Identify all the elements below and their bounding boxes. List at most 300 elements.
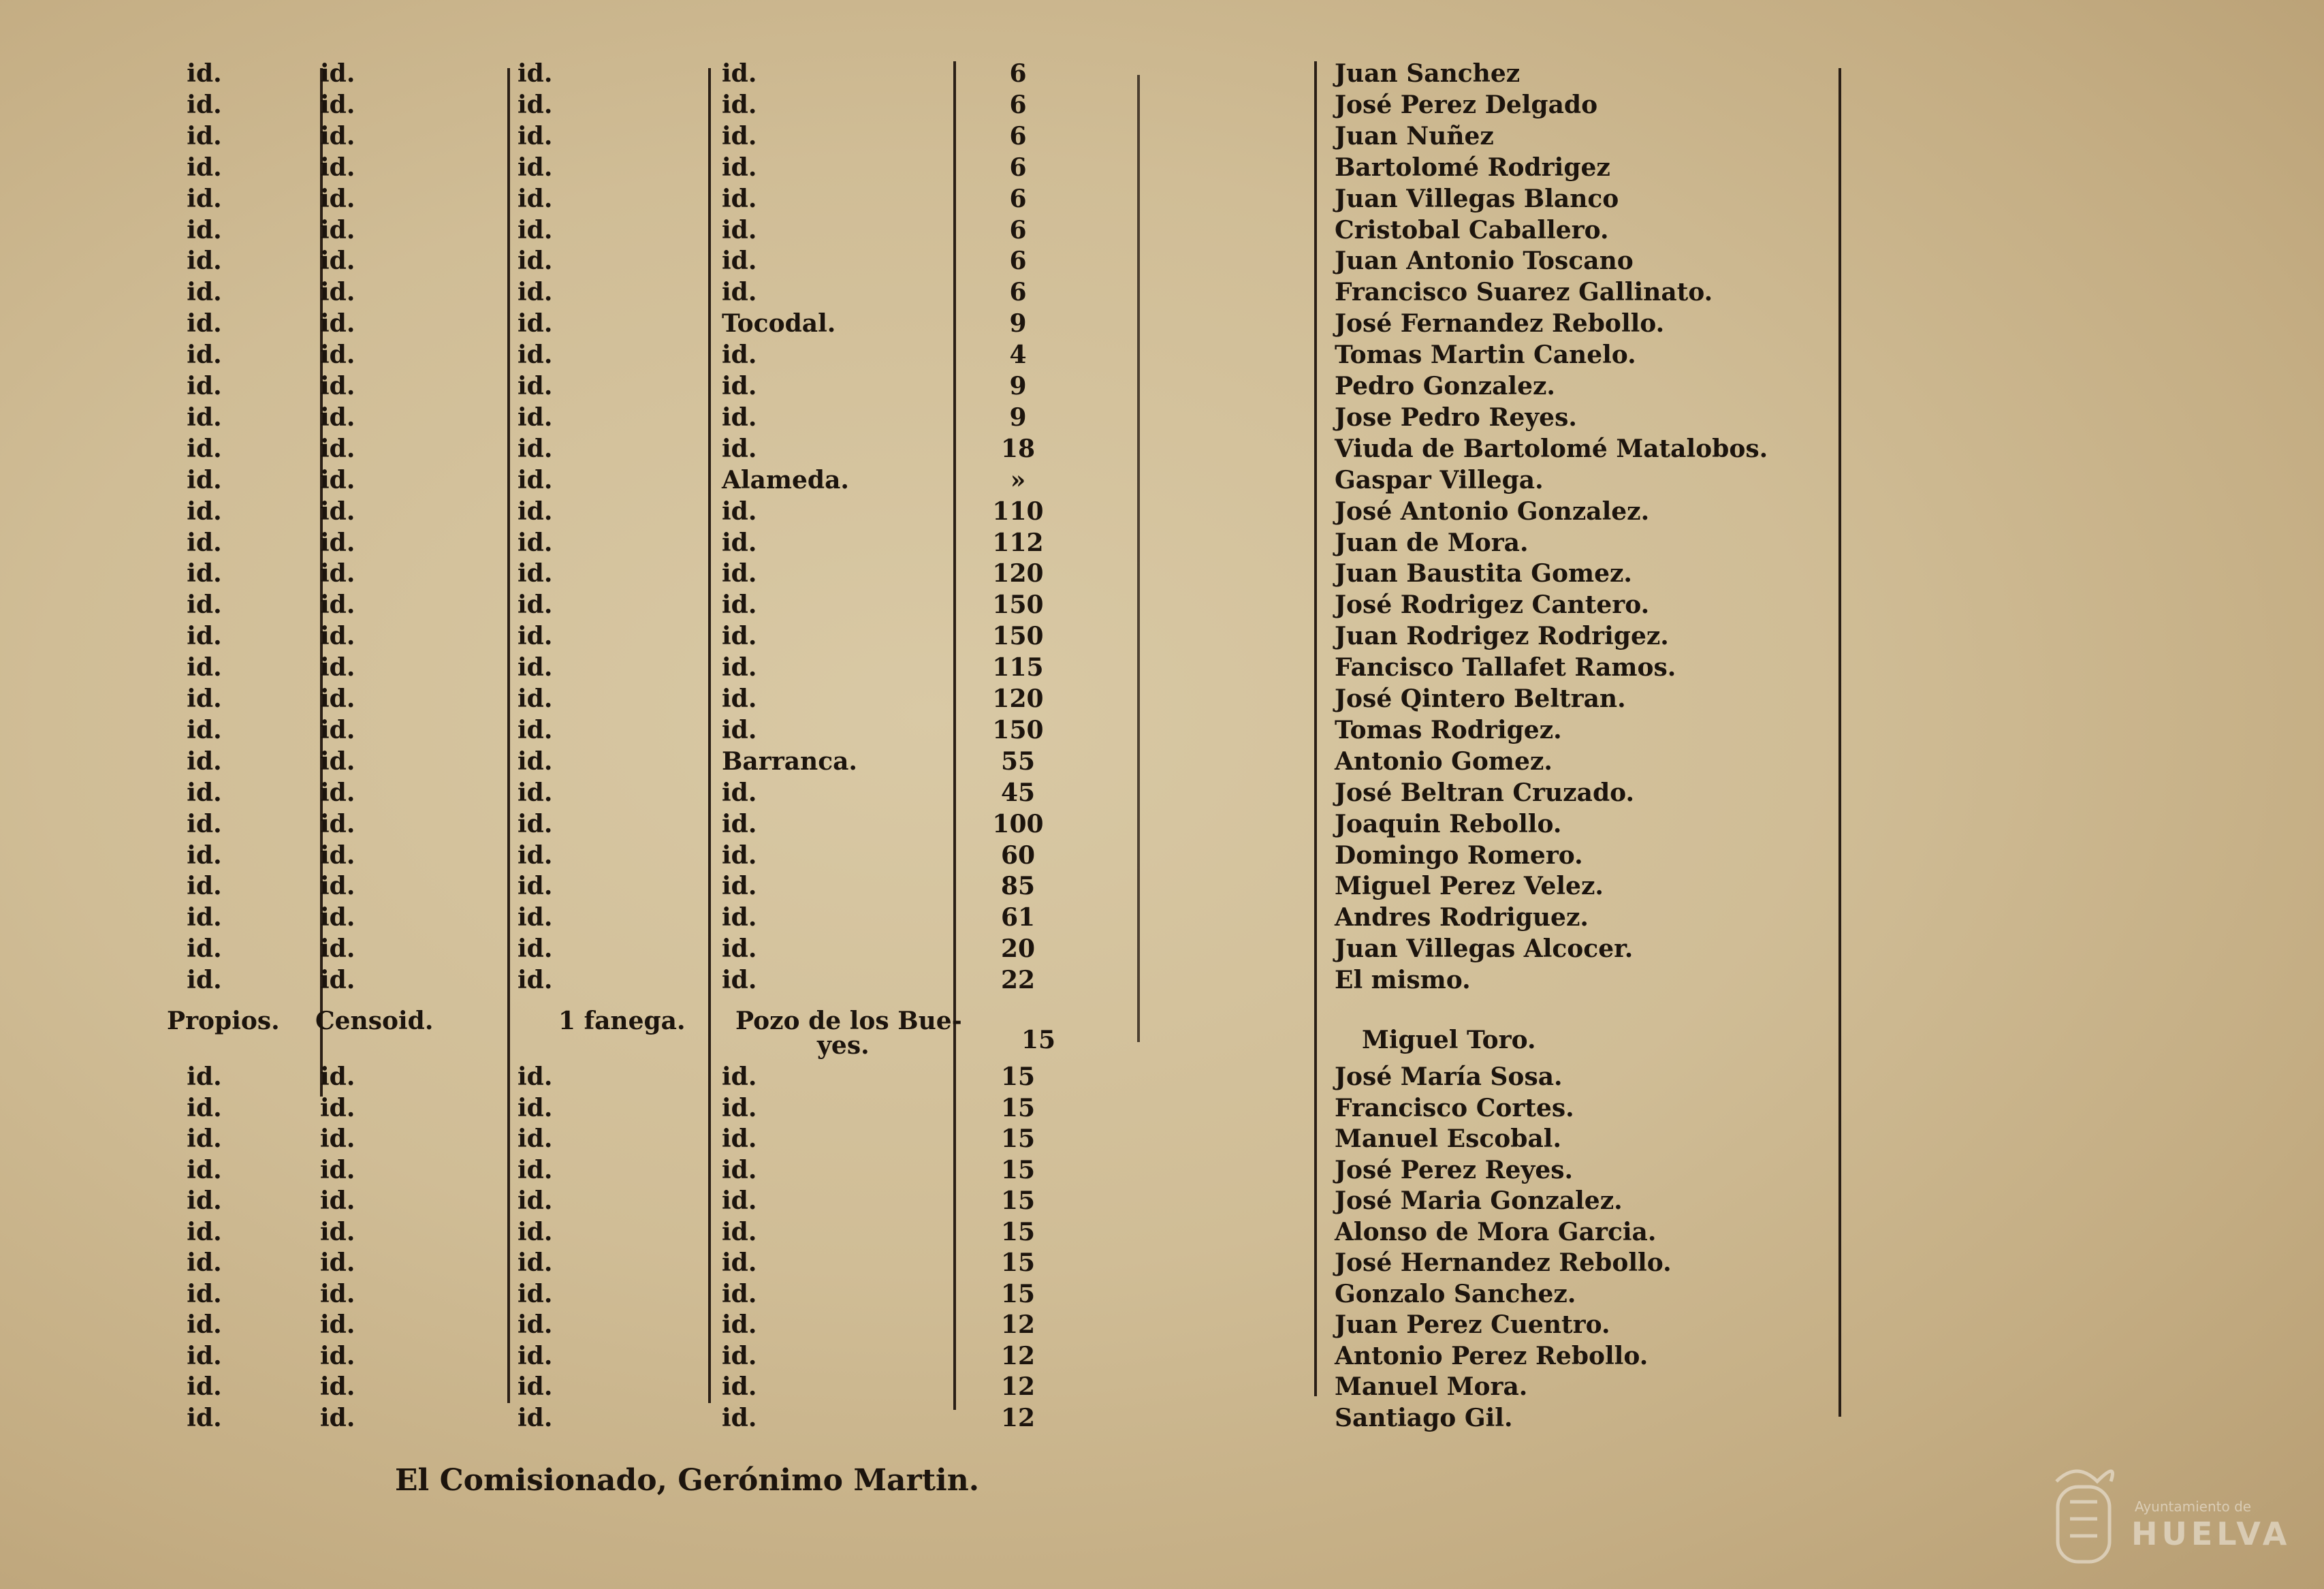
amount-cell: 12	[1000, 1310, 1036, 1339]
fund-cell: id.	[187, 341, 222, 370]
table-row	[0, 652, 2324, 683]
name-cell: Antonio Gomez.	[1335, 746, 1553, 776]
location-cell: id.	[722, 1186, 757, 1215]
measure-cell: id.	[518, 1063, 553, 1091]
type-cell: id.	[320, 1124, 355, 1153]
amount-cell: 55	[1000, 746, 1036, 776]
table-row	[0, 183, 2324, 215]
type-cell: id.	[320, 653, 355, 682]
amount-cell: 15	[1000, 1093, 1036, 1122]
table-row	[0, 245, 2324, 277]
table-row	[0, 1402, 2324, 1434]
location-cell: id.	[722, 497, 757, 526]
table-row	[0, 371, 2324, 402]
measure-cell: id.	[518, 715, 553, 744]
table-row	[0, 1092, 2324, 1124]
location-cell: id.	[722, 559, 757, 588]
amount-cell: 4	[1009, 341, 1027, 370]
name-cell: Joaquin Rebollo.	[1335, 809, 1562, 838]
name-cell: Gaspar Villega.	[1335, 465, 1544, 494]
fund-cell: id.	[187, 215, 222, 245]
amount-cell: 45	[1000, 778, 1036, 807]
fund-cell: id.	[187, 372, 222, 400]
measure-cell: id.	[518, 1403, 553, 1432]
fund-cell: id.	[187, 1155, 222, 1184]
amount-cell: 60	[1000, 840, 1036, 870]
location-cell: id.	[722, 840, 757, 870]
fund-cell: id.	[187, 1063, 222, 1091]
measure-cell: id.	[518, 622, 553, 651]
fund-cell: id.	[187, 1093, 222, 1122]
location-cell: id.	[722, 215, 757, 245]
measure-cell: id.	[518, 1124, 553, 1153]
amount-cell: 18	[1000, 434, 1036, 463]
name-cell: Francisco Suarez Gallinato.	[1335, 278, 1713, 307]
location-cell: id.	[722, 121, 757, 151]
amount-cell: 12	[1000, 1372, 1036, 1401]
name-cell: Gonzalo Sanchez.	[1335, 1279, 1576, 1308]
fund-cell: id.	[187, 903, 222, 932]
name-cell: Miguel Toro.	[1362, 1026, 1536, 1054]
location-cell-continuation: yes.	[817, 1031, 870, 1060]
fund-cell: id.	[187, 309, 222, 339]
measure-cell: id.	[518, 434, 553, 463]
type-cell: id.	[320, 903, 355, 932]
measure-cell: id.	[518, 465, 553, 494]
table-row	[0, 870, 2324, 902]
name-cell: Domingo Romero.	[1335, 840, 1583, 870]
measure-cell: id.	[518, 1310, 553, 1339]
name-cell: El mismo.	[1335, 966, 1471, 995]
name-cell: Manuel Escobal.	[1335, 1124, 1561, 1153]
amount-cell: »	[1010, 465, 1026, 494]
table-row	[0, 1216, 2324, 1248]
fund-cell: id.	[187, 591, 222, 620]
fund-cell: Propios.	[167, 1007, 280, 1035]
measure-cell: id.	[518, 247, 553, 276]
name-cell: Pedro Gonzalez.	[1335, 372, 1555, 400]
amount-cell: 112	[992, 528, 1044, 557]
type-cell: id.	[320, 1155, 355, 1184]
measure-cell: id.	[518, 1093, 553, 1122]
name-cell: José Perez Delgado	[1335, 90, 1598, 119]
type-cell: id.	[320, 1093, 355, 1122]
type-cell: id.	[320, 715, 355, 744]
table-row	[0, 964, 2324, 996]
amount-cell: 20	[1000, 934, 1036, 964]
measure-cell: id.	[518, 403, 553, 432]
amount-cell: 12	[1000, 1341, 1036, 1370]
type-cell: id.	[320, 1279, 355, 1308]
name-cell: Cristobal Caballero.	[1335, 215, 1609, 245]
amount-cell: 120	[992, 559, 1044, 588]
table-row	[0, 714, 2324, 746]
type-cell: id.	[320, 685, 355, 713]
type-cell: id.	[320, 528, 355, 557]
location-cell: id.	[722, 372, 757, 400]
amount-cell: 115	[992, 653, 1044, 682]
location-cell: Tocodal.	[722, 309, 836, 339]
location-cell: id.	[722, 403, 757, 432]
table-row	[0, 1061, 2324, 1092]
measure-cell: id.	[518, 90, 553, 119]
table-row	[0, 496, 2324, 527]
fund-cell: id.	[187, 1124, 222, 1153]
measure-cell: id.	[518, 528, 553, 557]
name-cell: Tomas Martin Canelo.	[1335, 341, 1636, 370]
amount-cell: 9	[1009, 403, 1027, 432]
location-cell: id.	[722, 528, 757, 557]
name-cell: Juan Villegas Blanco	[1335, 184, 1619, 213]
type-cell: id.	[320, 1063, 355, 1091]
fund-cell: id.	[187, 809, 222, 838]
amount-cell: 6	[1009, 59, 1027, 88]
fund-cell: id.	[187, 1310, 222, 1339]
type-cell: id.	[320, 1372, 355, 1401]
name-cell: José Qintero Beltran.	[1335, 685, 1626, 713]
table-row	[0, 777, 2324, 808]
measure-cell: id.	[518, 966, 553, 995]
type-cell: id.	[320, 90, 355, 119]
amount-cell: 150	[992, 622, 1044, 651]
type-cell: id.	[320, 309, 355, 339]
location-cell: id.	[722, 1279, 757, 1308]
type-cell: id.	[320, 1248, 355, 1277]
fund-cell: id.	[187, 278, 222, 307]
amount-cell: 6	[1009, 278, 1027, 307]
type-cell: id.	[320, 778, 355, 807]
location-cell: id.	[722, 966, 757, 995]
amount-cell: 6	[1009, 90, 1027, 119]
fund-cell: id.	[187, 622, 222, 651]
amount-cell: 100	[992, 809, 1044, 838]
table-row	[0, 902, 2324, 933]
table-row	[0, 1154, 2324, 1186]
name-cell: Fancisco Tallafet Ramos.	[1335, 653, 1676, 682]
location-cell: id.	[722, 934, 757, 964]
fund-cell: id.	[187, 778, 222, 807]
location-cell: id.	[722, 1063, 757, 1091]
commissioner-signature-line: El Comisionado, Gerónimo Martin.	[395, 1463, 980, 1498]
table-row	[0, 433, 2324, 465]
measure-cell: id.	[518, 653, 553, 682]
location-cell: id.	[722, 1217, 757, 1246]
name-cell: José Hernandez Rebollo.	[1335, 1248, 1672, 1277]
type-cell: id.	[320, 1403, 355, 1432]
fund-cell: id.	[187, 559, 222, 588]
watermark-line2: HUELVA	[2131, 1515, 2291, 1552]
table-row	[0, 121, 2324, 152]
amount-cell: 15	[1000, 1124, 1036, 1153]
measure-cell: id.	[518, 1248, 553, 1277]
location-cell: id.	[722, 1310, 757, 1339]
measure-cell: id.	[518, 184, 553, 213]
table-row	[0, 746, 2324, 777]
fund-cell: id.	[187, 1217, 222, 1246]
amount-cell: 15	[1000, 1248, 1036, 1277]
amount-cell: 6	[1009, 121, 1027, 151]
name-cell: Manuel Mora.	[1335, 1372, 1528, 1401]
table-row	[0, 215, 2324, 246]
name-cell: Tomas Rodrigez.	[1335, 715, 1562, 744]
name-cell: José Beltran Cruzado.	[1335, 778, 1635, 807]
location-cell: id.	[722, 903, 757, 932]
location-cell: id.	[722, 153, 757, 182]
table-row	[0, 1278, 2324, 1310]
type-cell: id.	[320, 247, 355, 276]
measure-cell: id.	[518, 778, 553, 807]
location-cell: id.	[722, 685, 757, 713]
table-row	[0, 840, 2324, 871]
amount-cell: 9	[1009, 372, 1027, 400]
name-cell: Jose Pedro Reyes.	[1335, 403, 1577, 432]
fund-cell: id.	[187, 746, 222, 776]
fund-cell: id.	[187, 685, 222, 713]
location-cell: id.	[722, 872, 757, 901]
type-cell: id.	[320, 278, 355, 307]
table-row	[0, 620, 2324, 652]
name-cell: Juan Antonio Toscano	[1335, 247, 1634, 276]
name-cell: Juan Villegas Alcocer.	[1335, 934, 1634, 964]
measure-cell: id.	[518, 872, 553, 901]
location-cell: id.	[722, 184, 757, 213]
table-row	[0, 1371, 2324, 1402]
location-cell: id.	[722, 278, 757, 307]
location-cell: id.	[722, 715, 757, 744]
type-cell: id.	[320, 746, 355, 776]
fund-cell: id.	[187, 153, 222, 182]
fund-cell: id.	[187, 653, 222, 682]
fund-cell: id.	[187, 1372, 222, 1401]
measure-cell: id.	[518, 591, 553, 620]
fund-cell: id.	[187, 497, 222, 526]
table-row	[0, 277, 2324, 308]
measure-cell: id.	[518, 685, 553, 713]
measure-cell: id.	[518, 1186, 553, 1215]
measure-cell: id.	[518, 1155, 553, 1184]
name-cell: José Maria Gonzalez.	[1335, 1186, 1623, 1215]
name-cell: José Fernandez Rebollo.	[1335, 309, 1665, 339]
name-cell: Andres Rodriguez.	[1335, 903, 1589, 932]
amount-cell: 15	[1000, 1279, 1036, 1308]
measure-cell: 1 fanega.	[558, 1007, 686, 1035]
location-cell: id.	[722, 1372, 757, 1401]
fund-cell: id.	[187, 1248, 222, 1277]
measure-cell: id.	[518, 559, 553, 588]
type-cell: id.	[320, 121, 355, 151]
fund-cell: id.	[187, 872, 222, 901]
measure-cell: id.	[518, 372, 553, 400]
name-cell: Viuda de Bartolomé Matalobos.	[1335, 434, 1768, 463]
type-cell: id.	[320, 840, 355, 870]
measure-cell: id.	[518, 341, 553, 370]
fund-cell: id.	[187, 434, 222, 463]
fund-cell: id.	[187, 1403, 222, 1432]
amount-cell: 150	[992, 591, 1044, 620]
amount-cell: 6	[1009, 247, 1027, 276]
fund-cell: id.	[187, 90, 222, 119]
type-cell: id.	[320, 403, 355, 432]
table-row	[0, 402, 2324, 433]
name-cell: Bartolomé Rodrigez	[1335, 153, 1610, 182]
table-row	[0, 308, 2324, 339]
amount-cell: 6	[1009, 153, 1027, 182]
name-cell: José Rodrigez Cantero.	[1335, 591, 1650, 620]
location-cell: id.	[722, 809, 757, 838]
type-cell: id.	[320, 465, 355, 494]
amount-cell: 61	[1000, 903, 1036, 932]
location-cell: id.	[722, 1248, 757, 1277]
amount-cell: 15	[1000, 1186, 1036, 1215]
table-row	[0, 808, 2324, 840]
table-row	[0, 58, 2324, 89]
name-cell: Juan Perez Cuentro.	[1335, 1310, 1610, 1339]
measure-cell: id.	[518, 934, 553, 964]
name-cell: Juan Rodrigez Rodrigez.	[1335, 622, 1669, 651]
table-row	[0, 1185, 2324, 1216]
location-cell: id.	[722, 247, 757, 276]
name-cell: José Perez Reyes.	[1335, 1155, 1574, 1184]
measure-cell: id.	[518, 1341, 553, 1370]
fund-cell: id.	[187, 184, 222, 213]
fund-cell: id.	[187, 403, 222, 432]
type-cell: id.	[320, 966, 355, 995]
table-row	[0, 152, 2324, 183]
measure-cell: id.	[518, 309, 553, 339]
table-row	[0, 1309, 2324, 1340]
amount-cell: 6	[1009, 184, 1027, 213]
fund-cell: id.	[187, 1279, 222, 1308]
table-row-continuation	[0, 1030, 2324, 1061]
measure-cell: id.	[518, 1279, 553, 1308]
name-cell: Juan Sanchez	[1335, 59, 1521, 88]
amount-cell: 15	[1000, 1155, 1036, 1184]
table-row	[0, 558, 2324, 589]
fund-cell: id.	[187, 247, 222, 276]
location-cell: id.	[722, 591, 757, 620]
fund-cell: id.	[187, 1186, 222, 1215]
type-cell-id: id.	[398, 1007, 434, 1035]
fund-cell: id.	[187, 715, 222, 744]
measure-cell: id.	[518, 497, 553, 526]
type-cell: id.	[320, 809, 355, 838]
type-cell: id.	[320, 559, 355, 588]
name-cell: Alonso de Mora Garcia.	[1335, 1217, 1657, 1246]
location-cell: id.	[722, 1403, 757, 1432]
type-cell: id.	[320, 622, 355, 651]
measure-cell: id.	[518, 278, 553, 307]
measure-cell: id.	[518, 1217, 553, 1246]
type-cell: Censo	[315, 1007, 399, 1035]
location-cell: id.	[722, 1155, 757, 1184]
location-cell: Pozo de los Bue-	[735, 1007, 962, 1035]
table-row	[0, 89, 2324, 121]
amount-cell: 22	[1000, 966, 1036, 995]
fund-cell: id.	[187, 528, 222, 557]
fund-cell: id.	[187, 1341, 222, 1370]
measure-cell: id.	[518, 840, 553, 870]
table-row	[0, 527, 2324, 558]
fund-cell: id.	[187, 59, 222, 88]
fund-cell: id.	[187, 121, 222, 151]
measure-cell: id.	[518, 153, 553, 182]
type-cell: id.	[320, 1310, 355, 1339]
amount-cell: 110	[992, 497, 1044, 526]
location-cell: id.	[722, 778, 757, 807]
table-row	[0, 589, 2324, 620]
location-cell: Barranca.	[722, 746, 857, 776]
amount-cell: 12	[1000, 1403, 1036, 1432]
name-cell: Miguel Perez Velez.	[1335, 872, 1604, 901]
table-row	[0, 1340, 2324, 1372]
location-cell: id.	[722, 341, 757, 370]
table-row	[0, 465, 2324, 496]
amount-cell: 150	[992, 715, 1044, 744]
type-cell: id.	[320, 591, 355, 620]
amount-cell: 15	[1021, 1026, 1056, 1054]
table-row	[0, 933, 2324, 964]
measure-cell: id.	[518, 215, 553, 245]
measure-cell: id.	[518, 1372, 553, 1401]
name-cell: Francisco Cortes.	[1335, 1093, 1574, 1122]
type-cell: id.	[320, 497, 355, 526]
amount-cell: 15	[1000, 1063, 1036, 1091]
measure-cell: id.	[518, 809, 553, 838]
name-cell: José María Sosa.	[1335, 1063, 1563, 1091]
type-cell: id.	[320, 184, 355, 213]
type-cell: id.	[320, 1186, 355, 1215]
name-cell: Juan Baustita Gomez.	[1335, 559, 1632, 588]
fund-cell: id.	[187, 934, 222, 964]
location-cell: id.	[722, 59, 757, 88]
type-cell: id.	[320, 934, 355, 964]
amount-cell: 6	[1009, 215, 1027, 245]
amount-cell: 15	[1000, 1217, 1036, 1246]
type-cell: id.	[320, 372, 355, 400]
type-cell: id.	[320, 1217, 355, 1246]
table-row	[0, 1247, 2324, 1278]
name-cell: Antonio Perez Rebollo.	[1335, 1341, 1649, 1370]
measure-cell: id.	[518, 903, 553, 932]
name-cell: Juan de Mora.	[1335, 528, 1529, 557]
location-cell: id.	[722, 1124, 757, 1153]
fund-cell: id.	[187, 465, 222, 494]
measure-cell: id.	[518, 121, 553, 151]
measure-cell: id.	[518, 59, 553, 88]
table-row	[0, 339, 2324, 371]
name-cell: Juan Nuñez	[1335, 121, 1494, 151]
name-cell: José Antonio Gonzalez.	[1335, 497, 1650, 526]
type-cell: id.	[320, 1341, 355, 1370]
type-cell: id.	[320, 872, 355, 901]
location-cell: id.	[722, 653, 757, 682]
table-row	[0, 1123, 2324, 1154]
type-cell: id.	[320, 341, 355, 370]
measure-cell: id.	[518, 746, 553, 776]
amount-cell: 120	[992, 685, 1044, 713]
table-row	[0, 683, 2324, 714]
type-cell: id.	[320, 59, 355, 88]
watermark-line1: Ayuntamiento de	[2135, 1498, 2252, 1515]
type-cell: id.	[320, 434, 355, 463]
fund-cell: id.	[187, 840, 222, 870]
name-cell: Santiago Gil.	[1335, 1403, 1513, 1432]
location-cell: id.	[722, 434, 757, 463]
location-cell: id.	[722, 90, 757, 119]
location-cell: id.	[722, 1341, 757, 1370]
location-cell: id.	[722, 622, 757, 651]
location-cell: Alameda.	[722, 465, 849, 494]
